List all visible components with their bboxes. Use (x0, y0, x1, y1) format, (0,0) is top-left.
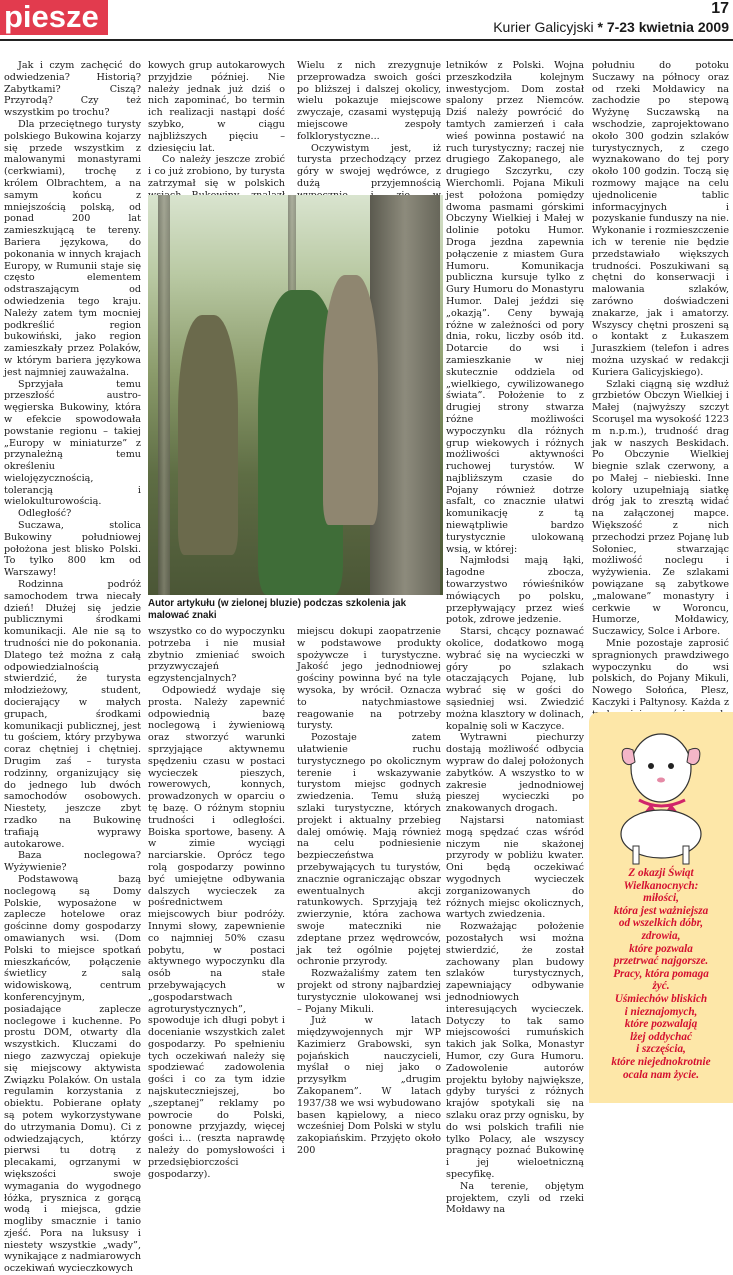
paragraph: Już w latach międzywojennych mjr WP Kazimierz Grabowski, syn pojańskich nauczycieli, myślał o niej jako o przysyłkm „drugim Zakopanem”. W latach 1937/38 we wsi wybudowano basen kąpielowy, a nieco wcześniej Dom Polski w stylu zakopiańskim. Przyjęto około 200 (297, 1015, 441, 1157)
masthead-separator: * (593, 19, 607, 35)
paragraph: Suczawa, stolica Bukowiny południowej położona jest blisko Polski. To tylko 800 km od Warszawy! (4, 520, 141, 579)
paragraph: Jak i czym zachęcić do odwiedzenia? Historią? Zabytkami? Ciszą? Przyrodą? Czy też wszystkim po trochu? (4, 60, 141, 119)
paragraph: Rozważaliśmy zatem ten projekt od strony najbardziej turystycznie ulokowanej wsi – Pojany Mikuli. (297, 968, 441, 1015)
column-5 (592, 60, 729, 708)
page-header (0, 0, 733, 50)
column-3-top (297, 60, 441, 194)
greeting-line: miłości, (643, 892, 679, 905)
publication-name: Kurier Galicyjski (493, 19, 594, 35)
section-label: piesze (0, 0, 108, 35)
paragraph: kowych grup autokarowych przyjdzie później. Nie należy jednak już dziś o nich zapominać, bo termin ich realizacji nastąpi dość szybko, w ciągu najbliższych pięciu – dziesięciu lat. (148, 60, 285, 154)
greeting-line: które pozwalają (624, 1018, 698, 1031)
greeting-line: które niejednokrotnie (611, 1055, 711, 1068)
column-3-bottom (297, 626, 441, 1157)
paragraph: Odległość? (18, 508, 72, 520)
greeting-line: żyć. (652, 980, 670, 993)
paragraph: Dla przeciętnego turysty polskiego Bukowina kojarzy się przede wszystkim z malowanymi monastyrami (cerkwiami), trochę z królem Olbrachtem, a na samym końcu z mniejszością polską, od ponad 200 lat zamieszkującą te tereny. Bariera językowa, do pokonania w innych krajach Europy, w Rumunii staje się często elementem odstraszającym od odwiedzenia tego kraju. Należy zatem tym mocniej podkreślić region bukowiński, jako region zamieszkały przez Polaków, w którym bariera językowa jest najmniej zauważalna. (4, 118, 141, 378)
paragraph: miejscu dokupi zaopatrzenie w podstawowe produkty spożywcze i turystyczne. Jakość jego jednodniowej gościny powinna być na tyle wysoka, by wrócił. Oznacza to natychmiastowe reagowanie na potrzeby turysty. (297, 626, 441, 732)
paragraph: Mnie pozostaje zaprosić spragnionych prawdziwego wypoczynku do wsi polskich, do Pojany Mikuli, Nowego Sołońca, Plesz, Kaczyki i Paltynosy. Każda z (592, 638, 729, 709)
greeting-line: Wielkanocnych: (623, 879, 699, 892)
paragraph: Baza noclegowa? Wyżywienie? (4, 850, 141, 874)
paragraph: Na terenie, objętym projektem, czyli od rzeki Mołdawy na (446, 1180, 584, 1216)
greeting-line: Uśmiechów bliskich (614, 992, 708, 1005)
paragraph: Rozważając położenie pozostałych wsi można stwierdzić, że został zachowany plan budowy szlaków turystycznych, zapewniający odbywanie jednodniowych interesujących wycieczek. Dotyczy to tak samo miejscowości rumuńskich takich jak Solka, Monastyr Humor, czy Gura Humoru. Zadowolenie autorów projektu byłoby największe, gdyby turyści z różnych krajów spotykali się na szlaku oraz przy ognisku, by do wsi polskich trafili nie tylko Polacy, ale wszyscy pragnący poznać Bukowinę i jej wieloetniczną specyfikę. (446, 921, 584, 1180)
greeting-line: Z okazji Świąt (628, 867, 694, 879)
greeting-line: od wszelkich dóbr, (618, 917, 704, 930)
paragraph: Oczywistym jest, iż turysta przechodzący przez góry w swojej wędrówce, z dużą przyjemnością (297, 142, 441, 189)
greeting-line: ocala nam życie. (622, 1068, 700, 1081)
masthead (493, 19, 729, 35)
paragraph: Najstarsi natomiast mogą spędzać czas wśród niczym nie skażonej przyrody w pobliżu kwater. Oni będą oczekiwać wygodnych wycieczek zorganizowanych do różnych miejsc okolicznych, wartych zwiedzenia. (446, 815, 584, 921)
paragraph: Sprzyjała temu przeszłość austro-węgierska Bukowiny, która w efekcie spowodowała powstanie regionu – takiej „Europy w miniaturze” z przynależną temu określeniu wielojęzycznością, tolerancją i wielokulturowością. (4, 378, 141, 508)
column-2-top (148, 60, 285, 194)
paragraph: Wielu z nich zrezygnuje przeprowadza swoich gości po bliższej i dalszej okolicy, wielu pokazuje miejscowe zwyczaje, czasami występują miejscowe zespoły folklorystyczne... (297, 60, 441, 142)
header-rule (0, 39, 733, 41)
greeting-line: przetrwać najgorsze. (613, 955, 709, 968)
paragraph: wszystko co do wypoczynku potrzeba i nie musiał zbytnio zmieniać swoich przyzwyczajeń egzystencjalnych? (148, 626, 285, 685)
paragraph: Pozostaje zatem ułatwienie ruchu turystycznego po okolicznym terenie i wskazywanie turystom miejsc godnych zwiedzenia. Temu służą szlaki turystyczne, których projekt i aktualny przebieg dalej omówię. Mają również na celu podniesienie bezpieczeństwa przebywających tu turystów, znacznie ograniczając obszar ewentualnych akcji ratunkowych. Sprzyjają też zwierzynie, która zachowa swoje mateczniki nie zdeptane przez wędrowców, jak też ogólnie pojętej ochronie przyrody. (297, 732, 441, 968)
paragraph: letników z Polski. Wojna przeszkodziła kolejnym inwestycjom. Dom został spalony przez Niemców. Dziś należy powrócić do tamtych zamierzeń i cała wieś powinna postawić na ruch turystyczny; raczej nie drugiego Zakopanego, ale drugiego Szczyrku, czy Wierchomli. Pojana Mikuli jest położona pomiędzy dwoma pasmami górskimi Obczyny Wielkiej i Małej w dolinie potoku Humor. Droga jezdna zapewnia połączenie z miastem Gura Humoru. Komunikacja publiczna kursuje tylko z Gury Humoru do Monastyru Humor. Dalej jeździ się „okazją”. Ceny bywają różne w zależności od pory dnia, roku, liczby osób itd. Dotarcie do wsi i zamieszkanie w niej skutecznie oddziela od „wielkiego, cywilizowanego świata”. Położenie to z drugiej strony stwarza różne możliwości wypoczynku dla różnych grup wiekowych i różnych możliwości aktywności ruchowej turystów. W najbliższym czasie do Pojany również dotrze asfalt, co znacznie ułatwi komunikację z tą niewątpliwie bardzo turystycznie ulokowaną wsią, w której: (446, 60, 584, 555)
greeting-line: Pracy, która pomaga (613, 967, 709, 980)
photo-caption: Autor artykułu (w zielonej bluzie) podczas szkolenia jak malować znaki (148, 598, 407, 621)
column-1 (4, 60, 141, 1275)
greeting-line: i nieznajomych, (624, 1005, 698, 1018)
page-number: 17 (711, 0, 729, 17)
greeting-line: i szczęścia, (636, 1043, 686, 1056)
easter-greeting-text (592, 867, 730, 1081)
greeting-line: zdrowia, (641, 929, 681, 942)
paragraph: Rodzinna podróż samochodem trwa niecały dzień! Dłużej się jedzie publicznymi środkami komunikacji. Ale nie są to trudności nie do pokonania. Dlatego też można z całą odpowiedzialnością stwierdzić, że turysta młodzieżowy, student, docierający w małych grupach, środkami komunikacji publicznej, jest tu gościem, który przybywa coraz chętniej i chętniej. Drugim zaś – turysta rodzinny, organizujący się do jednego lub dwóch samochodów osobowych. Niestety, jeszcze zbyt rzadko na Bukowinę trafiają wyprawy autokarowe. (4, 579, 141, 850)
column-4 (446, 60, 584, 1216)
greeting-line: która jest ważniejsza (613, 904, 709, 917)
paragraph: Co należy jeszcze zrobić i co już zrobiono, by turysta zatrzymał się w polskich (148, 154, 285, 189)
paragraph: Odpowiedź wydaje się prosta. Należy zapewnić odpowiednią bazę noclegową i żywieniową oraz stworzyć warunki sprzyjające aktywnemu spędzeniu czasu w postaci wycieczek pieszych, rowerowych, konnych, prowadzonych w oparciu o tę bazę. O różnym stopniu trudności i odległości. Boiska sportowe, baseny. A w zimie wyciągi narciarskie. Oprócz tego rolą gospodarzy powinno być umiejętne odbywania dalszych wycieczek za pośrednictwem miejscowych biur podróży. Innymi słowy, zapewnienie co najmniej 50% czasu pobytu, w postaci aktywnego wypoczynku dla osób na stałe przebywających w „gospodarstwach agroturystycznych”, spowoduje ich długi pobyt i docenianie wszystkich zalet gospodarzy. Po spełnieniu tych oczekiwań należy się spodziewać zadowolenia gości i co za tym idzie najskuteczniejszej, bo „szeptanej” reklamy po powrocie do Polski, ponowne przyjazdy, więcej gości i... (reszta naprawdę należy do pomysłowości i przedsiębiorczości gospodarzy). (148, 684, 285, 1180)
column-2-bottom (148, 626, 285, 1180)
greeting-line: które pozwala (629, 942, 693, 955)
lamb-illustration (589, 716, 733, 866)
paragraph: Starsi, chcący poznawać okolice, dodatkowo mogą wybrać się na wycieczki w góry po szlakach otaczających Pojanę, lub wybrać się w gości do sąsiedniej wsi. Zwiedzić można klasztory w dolinach, kopalnię soli w Kaczyce. (446, 626, 584, 732)
paragraph: Najmłodsi mają łąki, łagodne zbocza, towarzystwo rówieśników mówiących po polsku, przepływający przez wieś potok, zdrowe jedzenie. (446, 555, 584, 626)
paragraph: Szlaki ciągną się wzdłuż grzbietów Obczyn Wielkiej i Małej (najwyższy szczyt Scoruşel ma wysokość 1223 m n.p.m.), trudność drag jak w naszych Beskidach. Po Obczynie Wielkiej biegnie szlak czerwony, a po Małej – niebieski. Inne kolory uzupełniają siatkę dróg jak to zresztą widać na załączonej mapce. Większość z nich przechodzi przez Pojanę lub Sołoniec, stwarzając możliwość noclegu i wyżywienia. Ze szlakami powiązane są zabytkowe „malowane” monastyry i cerkwie w Woroncu, Humorze, Mołdawicy, Suczawicy, Solce i Arbore. (592, 378, 729, 638)
paragraph: Wytrawni piechurzy dostają możliwość odbycia wypraw do dalej położonych zabytków. A wszystko to w zakresie jednodniowej pieszej wycieczki po znakowanych drogach. (446, 732, 584, 815)
article-photo (148, 195, 443, 595)
issue-date: 7-23 kwietnia 2009 (606, 19, 729, 35)
paragraph: Podstawową bazą noclegową są Domy Polskie, wyposażone w zaplecze hotelowe oraz gościnne domy gospodarzy omawianych wsi. (Dom Polski to miejsce spotkań mieszkańców, połączenie świetlicy z salą widowiskową, centrum konferencyjnym, posiadające zaplecze noclegowe i kuchenne. Po prostu DOM, otwarty dla wszystkich. Kluczami do niego zazwyczaj opiekuje się miejscowy aktywista Związku Polaków. On ustala regulamin korzystania z obiektu. Pobierane opłaty są potem wykorzystywane do utrzymania Domu). Ci z odwiedzających, którzy pierwsi tu dotrą z plecakami, ogrzanymi w większości swoje wymagania do wygodnego łóżka, prysznica z gorącą wodą i miejsca, gdzie mogliby smacznie i tanio zjeść. Pora na luksusy i niestety wszystkie „wady”, wynikające z nadmiarowych oczekiwań wycieczkowych (4, 873, 141, 1275)
greeting-line: lżej oddychać (630, 1030, 692, 1043)
paragraph: południu do potoku Suczawy na północy oraz od rzeki Mołdawicy na zachodzie po stepową Wyżynę Suczawską na wschodzie, zaprojektowano około 300 godzin szlaków turystycznych, z czego wyznakowano do tej pory około 100 godzin. Toczą się rozmowy mające na celu ujednolicenie tablic informacyjnych i pozyskanie funduszy na nie. Wykonanie i rozmieszczenie ich w terenie nie będzie przedstawiało większych trudności. Poszukiwani są chętni do konserwacji i malowania szlaków, zarówno doświadczeni znakarze, jak i amatorzy. Wszyscy chętni proszeni są o kontakt z Łukaszem Juraszkiem (telefon i adres można uzyskać w redakcji Kuriera Galicyjskiego). (592, 60, 729, 378)
